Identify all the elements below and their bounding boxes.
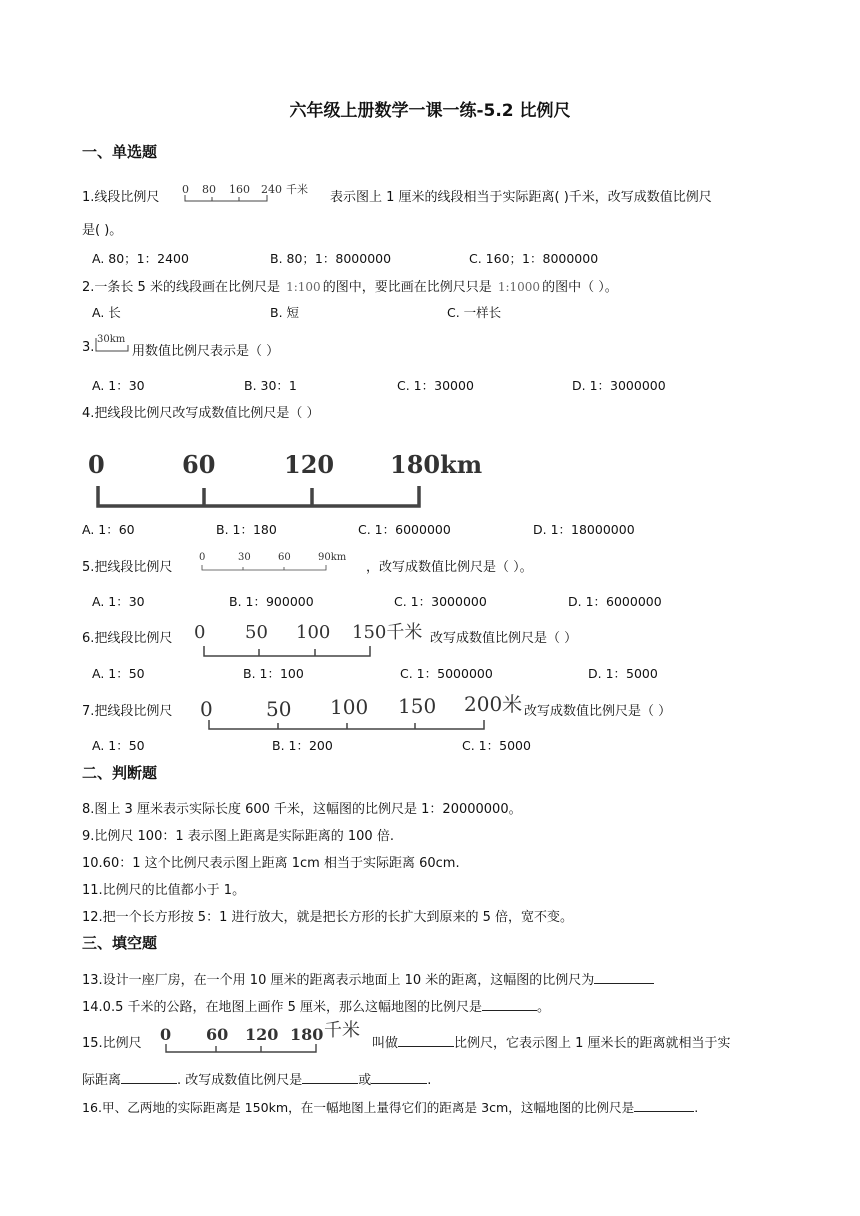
q15-line2-a: 际距离 (82, 1073, 122, 1088)
q1-scale-label-1: 80 (202, 183, 216, 196)
q7-option-b[interactable]: B. 1：200 (272, 738, 333, 753)
q3-option-d[interactable]: D. 1：3000000 (572, 378, 666, 393)
q1-option-b[interactable]: B. 80；1：8000000 (270, 251, 392, 266)
q16-suffix: . (694, 1100, 699, 1115)
q7-option-c[interactable]: C. 1：5000 (462, 738, 531, 753)
question-11: 11.比例尺的比值都小于 1。 (82, 883, 246, 898)
q4-option-b[interactable]: B. 1：180 (216, 522, 277, 537)
q6-scale-label-3: 150千米 (352, 622, 423, 643)
q3-prefix: 3. (82, 340, 95, 355)
q3-text: 用数值比例尺表示是（ ） (132, 344, 280, 359)
q5-scale-label-0: 0 (199, 552, 206, 563)
q14-text: 14.0.5 千米的公路，在地图上画作 5 厘米，那么这幅地图的比例尺是 (82, 1000, 483, 1015)
q1-scale-label-0: 0 (182, 183, 189, 196)
q7-scale-label-3: 150 (398, 694, 437, 718)
q6-option-c[interactable]: C. 1：5000000 (400, 666, 493, 681)
q2-prefix: 2.一条长 5 米的线段画在比例尺是 (82, 280, 280, 295)
q6-line-scale (192, 616, 432, 662)
q1-scale-label-2: 160 (229, 183, 250, 196)
q6-option-b[interactable]: B. 1：100 (243, 666, 304, 681)
page-title: 六年级上册数学一课一练-5.2 比例尺 (289, 101, 571, 121)
q1-option-a[interactable]: A. 80；1：2400 (92, 251, 189, 266)
q7-option-a[interactable]: A. 1：50 (92, 738, 145, 753)
q1-option-c[interactable]: C. 160；1：8000000 (469, 251, 599, 266)
q15-scale-label-4: 千米 (324, 1020, 360, 1041)
q2-option-c[interactable]: C. 一样长 (447, 305, 502, 320)
question-14 (82, 996, 550, 1015)
q16-text: 16.甲、乙两地的实际距离是 150km，在一幅地图上量得它们的距离是 3cm，这幅地图的比例尺是 (82, 1100, 635, 1115)
q1-line-scale (180, 180, 328, 204)
q7-scale-label-1: 50 (266, 697, 292, 721)
section-heading-true-false: 二、判断题 (82, 764, 158, 782)
q6-text: 改写成数值比例尺是（ ） (430, 631, 578, 646)
q2-option-a[interactable]: A. 长 (92, 305, 121, 320)
q7-scale-label-0: 0 (200, 697, 213, 721)
q6-scale-label-2: 100 (296, 622, 331, 643)
q1-scale-label-4: 千米 (286, 183, 308, 196)
q2-ratio-2: 1:1000 (497, 280, 541, 294)
q6-option-d[interactable]: D. 1：5000 (588, 666, 658, 681)
q14-blank[interactable] (482, 998, 537, 1011)
question-2 (82, 276, 618, 295)
q15-line2-c: 或 (358, 1073, 372, 1088)
q5-option-c[interactable]: C. 1：3000000 (394, 594, 487, 609)
q15-line2-d: . (427, 1073, 432, 1088)
q3-scale-label: 30km (97, 334, 126, 345)
q2-suffix: 的图中（ ）。 (542, 280, 618, 295)
q15-scale-label-0: 0 (160, 1025, 172, 1044)
q1-scale-label-3: 240 (261, 183, 282, 196)
q6-scale-label-1: 50 (245, 622, 268, 643)
q15-scale-label-2: 120 (245, 1025, 279, 1044)
q6-prefix: 6.把线段比例尺 (82, 631, 173, 646)
q15-text-a: 叫做 (372, 1036, 399, 1051)
question-16 (82, 1097, 698, 1116)
q15-blank-4[interactable] (371, 1071, 427, 1084)
q16-blank[interactable] (634, 1099, 694, 1112)
q3-option-b[interactable]: B. 30：1 (244, 378, 297, 393)
question-10: 10.60：1 这个比例尺表示图上距离 1cm 相当于实际距离 60cm. (82, 856, 460, 871)
q4-option-a[interactable]: A. 1：60 (82, 522, 135, 537)
q15-scale-label-1: 60 (206, 1025, 229, 1044)
question-8: 8.图上 3 厘米表示实际长度 600 千米，这幅图的比例尺是 1：20000000。 (82, 802, 522, 817)
q5-option-a[interactable]: A. 1：30 (92, 594, 145, 609)
q2-ratio-1: 1:100 (286, 280, 321, 294)
q4-scale-label-1: 60 (182, 450, 216, 479)
q5-scale-label-3: 90km (318, 552, 347, 563)
q4-line-scale (86, 448, 486, 510)
q15-line-scale (156, 1018, 374, 1058)
section-heading-single-choice: 一、单选题 (82, 143, 158, 161)
q1-text-line2: 是( )。 (82, 223, 123, 238)
q5-option-d[interactable]: D. 1：6000000 (568, 594, 662, 609)
q6-option-a[interactable]: A. 1：50 (92, 666, 145, 681)
q4-option-d[interactable]: D. 1：18000000 (533, 522, 635, 537)
section-heading-fill-in: 三、填空题 (82, 934, 158, 952)
q5-scale-label-1: 30 (238, 552, 251, 563)
question-4: 4.把线段比例尺改写成数值比例尺是（ ） (82, 406, 320, 421)
q15-text-b: 比例尺，它表示图上 1 厘米长的距离就相当于实 (454, 1036, 731, 1051)
q13-text: 13.设计一座厂房，在一个用 10 厘米的距离表示地面上 10 米的距离，这幅图的比例尺为 (82, 973, 595, 988)
q4-scale-label-3: 180km (390, 450, 483, 479)
q13-blank[interactable] (594, 971, 654, 984)
q15-scale-label-3: 180 (290, 1025, 324, 1044)
q15-text-line2 (82, 1069, 431, 1088)
q5-prefix: 5.把线段比例尺 (82, 560, 173, 575)
q5-option-b[interactable]: B. 1：900000 (229, 594, 314, 609)
q15-blank-3[interactable] (302, 1071, 358, 1084)
q4-scale-label-0: 0 (88, 450, 105, 479)
q7-text: 改写成数值比例尺是（ ） (524, 704, 672, 719)
q2-mid: 的图中，要比画在比例尺只是 (322, 280, 492, 295)
q14-suffix: 。 (537, 1000, 551, 1015)
q15-line2-b: . 改写成数值比例尺是 (177, 1073, 303, 1088)
question-12: 12.把一个长方形按 5：1 进行放大，就是把长方形的长扩大到原来的 5 倍，宽不变。 (82, 910, 574, 925)
q3-option-c[interactable]: C. 1：30000 (397, 378, 474, 393)
q15-prefix: 15.比例尺 (82, 1036, 142, 1051)
q4-option-c[interactable]: C. 1：6000000 (358, 522, 451, 537)
q1-text: 表示图上 1 厘米的线段相当于实际距离( )千米，改写成数值比例尺 (330, 190, 712, 205)
question-9: 9.比例尺 100：1 表示图上距离是实际距离的 100 倍. (82, 829, 394, 844)
q5-line-scale (196, 548, 364, 574)
q7-scale-label-4: 200米 (464, 692, 523, 716)
q5-text: ，改写成数值比例尺是（ ）。 (366, 560, 533, 575)
q7-prefix: 7.把线段比例尺 (82, 704, 173, 719)
q4-scale-label-2: 120 (284, 450, 335, 479)
q1-prefix: 1.线段比例尺 (82, 190, 160, 205)
q5-scale-label-2: 60 (278, 552, 291, 563)
q15-text (372, 1032, 731, 1051)
question-13 (82, 969, 654, 988)
q7-scale-label-2: 100 (330, 695, 369, 719)
q3-option-a[interactable]: A. 1：30 (92, 378, 145, 393)
q7-line-scale (196, 688, 526, 732)
q15-blank-2[interactable] (121, 1071, 177, 1084)
question-1 (82, 186, 159, 205)
q15-blank-1[interactable] (398, 1034, 454, 1047)
q3-line-scale (94, 332, 134, 356)
q6-scale-label-0: 0 (194, 622, 206, 643)
q2-option-b[interactable]: B. 短 (270, 305, 300, 320)
